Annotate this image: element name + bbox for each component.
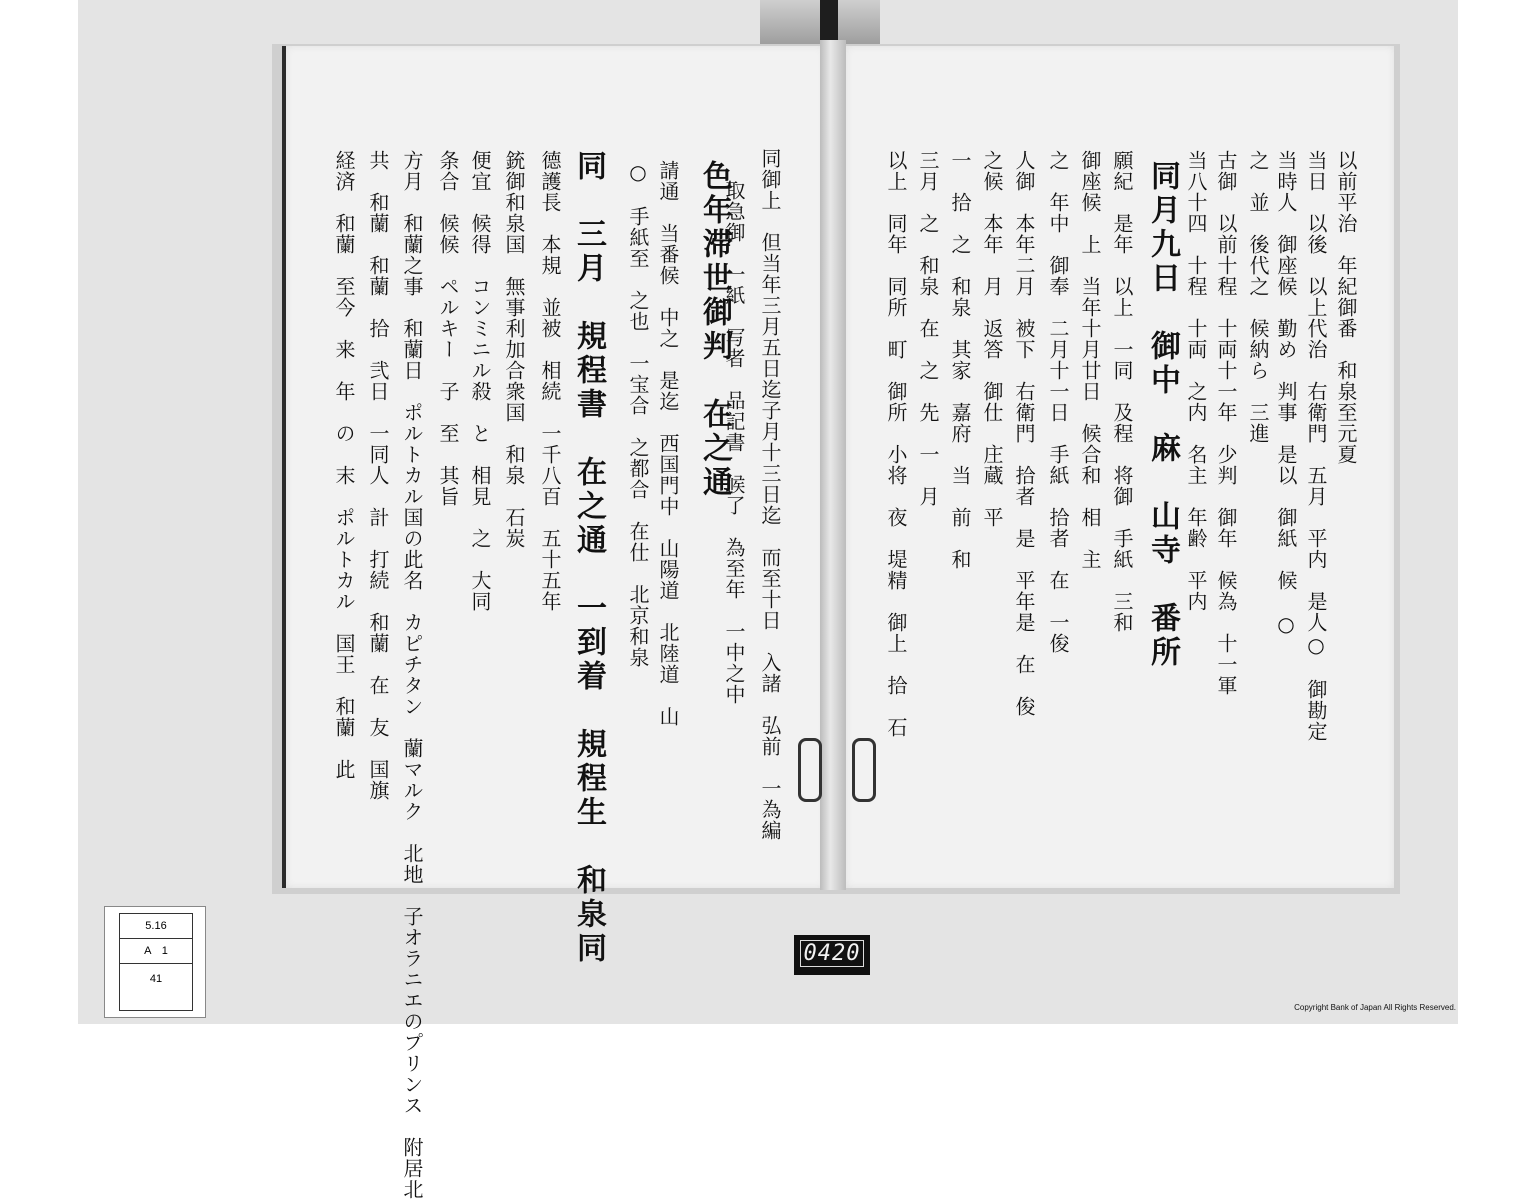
right-column-3: 当時人 御座候 勤め 判事 是以 御紙 候 ○ bbox=[1274, 150, 1298, 637]
left-column-11: 方月 和蘭之事 和蘭日 ポルトカル国の此名 カピチタン 蘭マルク 北地 子オラニエのプリンス 附居北 bbox=[400, 150, 424, 1200]
right-column-9: 御座候 上 当年十月廿日 候合和 相 主 bbox=[1078, 150, 1102, 570]
right-column-1: 以前平治 年紀御番 和泉至元夏 bbox=[1334, 150, 1358, 465]
book-gutter bbox=[820, 40, 846, 890]
right-column-7: 同月九日 御中 麻 山寺 番所 bbox=[1145, 160, 1180, 670]
right-column-2: 当日 以後 以上代治 右衛門 五月 平内 是人○ 御勘定 bbox=[1304, 150, 1328, 742]
left-column-9: 便宜 候得 コンミニル殺 と 相見 之 大同 bbox=[468, 150, 492, 612]
right-column-11: 人御 本年二月 被下 右衛門 拾者 是 平年是 在 俊 bbox=[1012, 150, 1036, 717]
left-column-10: 条合 候候 ペルキー 子 至 其旨 bbox=[436, 150, 460, 507]
left-column-7: 德護長 本規 並被 相続 一千八百 五十五年 bbox=[538, 150, 562, 612]
right-column-13: 一 拾 之 和泉 其家 嘉府 当 前 和 bbox=[948, 150, 972, 570]
copyright-notice: Copyright Bank of Japan All Rights Reserved. bbox=[1294, 1003, 1456, 1012]
catalog-label-row-3: 41 bbox=[149, 973, 163, 985]
right-column-15: 以上 同年 同所 町 御所 小将 夜 堤精 御上 拾 石 bbox=[884, 150, 908, 738]
right-column-14: 三月 之 和泉 在 之 先 一 月 bbox=[916, 150, 940, 507]
frame-number-stamp bbox=[794, 935, 870, 975]
left-column-12: 共 和蘭 和蘭 拾 弐日 一同人 計 打続 和蘭 在 友 国旗 bbox=[366, 150, 390, 801]
left-column-4: 請通 当番候 中之 是迄 西国門中 山陽道 北陸道 山 bbox=[656, 160, 680, 727]
catalog-label-grid bbox=[119, 913, 193, 1011]
catalog-label-row-2: A 1 bbox=[120, 939, 192, 964]
catalog-label bbox=[104, 906, 206, 1018]
left-column-2: 取急御 一紙 写者 品記書 候了 為至年 一中之中 bbox=[722, 180, 746, 705]
right-column-8: 願紀 是年 以上 一同 及程 将御 手紙 三和 bbox=[1110, 150, 1134, 633]
right-column-12: 之候 本年 月 返答 御仕 庄蔵 平 bbox=[980, 150, 1004, 528]
left-column-5: ○ 手紙至 之也 一宝合 之都合 在仕 北京和泉 bbox=[626, 160, 650, 668]
frame-number: 0420 bbox=[800, 940, 865, 967]
binder-clip-icon bbox=[852, 738, 876, 802]
binder-clip-icon bbox=[798, 738, 822, 802]
left-column-6: 同 三月 規程書 在之通 一到着 規程生 和泉同 bbox=[571, 150, 606, 966]
right-column-5: 古御 以前十程 十両十一年 少判 御年 候為 十一軍 bbox=[1214, 150, 1238, 696]
right-column-4: 之 並 後代之 候納ら 三進 bbox=[1246, 150, 1270, 444]
left-column-3: 色年滞世御判 在之通 bbox=[697, 160, 732, 500]
left-column-1: 同御上 但当年三月五日迄子月十三日迄 而至十日 入諸 弘前 一為編 bbox=[758, 148, 782, 841]
catalog-label-row-1: 5.16 bbox=[120, 914, 192, 939]
right-column-6: 当八十四 十程 十両 之内 名主 年齢 平内 bbox=[1184, 150, 1208, 612]
right-column-10: 之 年中 御奉 二月十一日 手紙 拾者 在 一俊 bbox=[1046, 150, 1070, 654]
left-column-8: 銃御和泉国 無事利加合衆国 和泉 石炭 bbox=[502, 150, 526, 549]
left-column-13: 経済 和蘭 至今 来 年 の 末 ポルトカル 国王 和蘭 此 bbox=[332, 150, 356, 780]
